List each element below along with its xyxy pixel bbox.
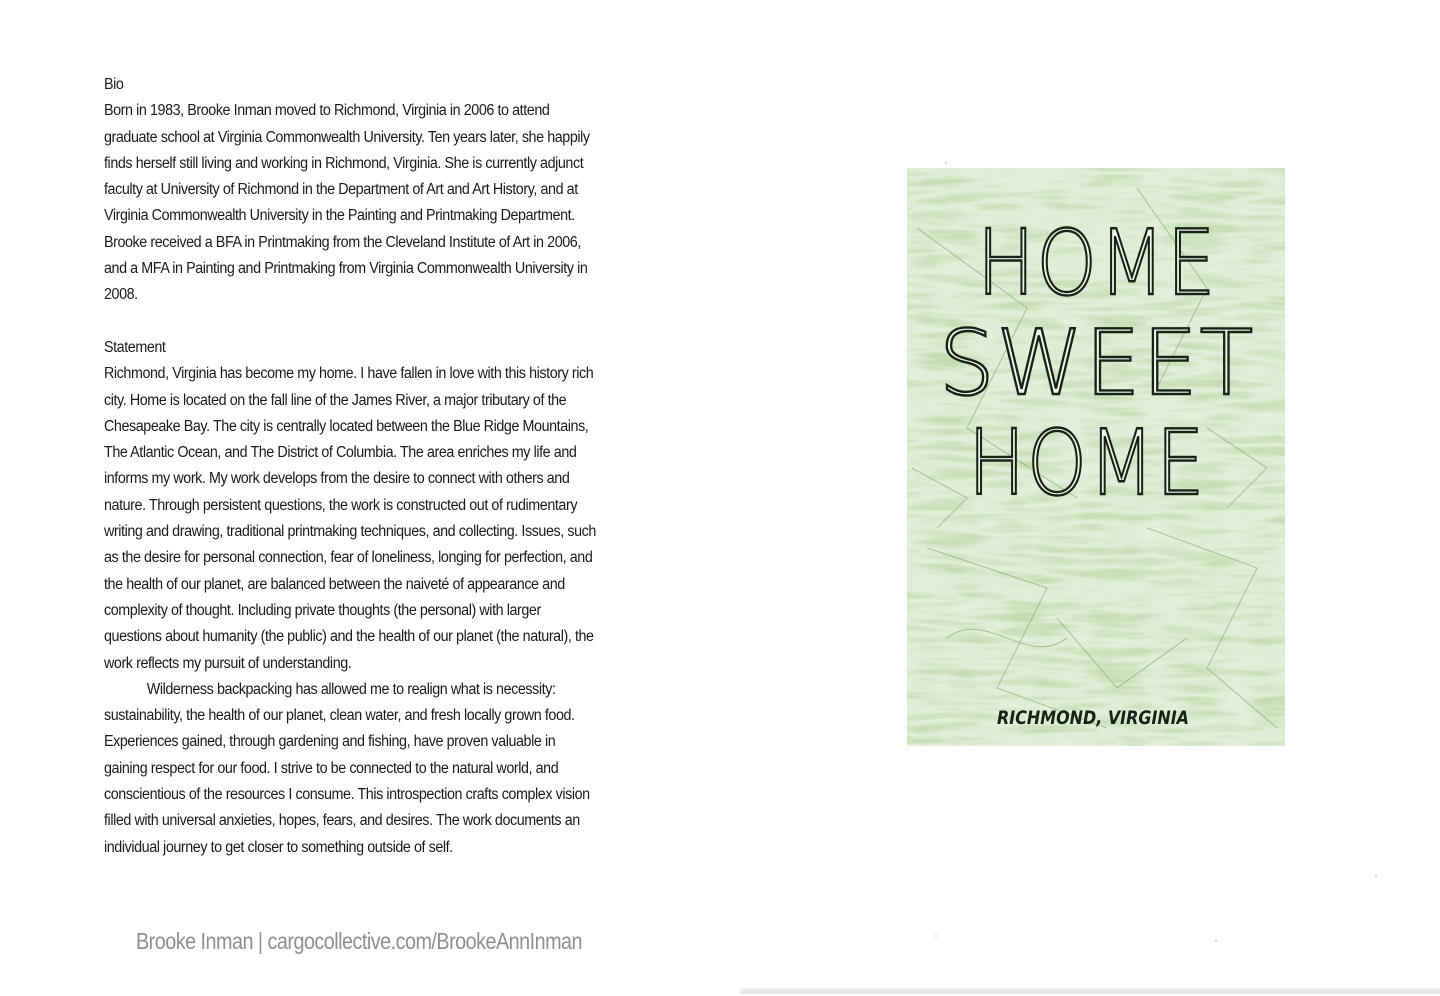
paper-speck — [945, 162, 947, 164]
right-page — [735, 0, 1440, 996]
artwork-caption: RICHMOND, VIRGINIA — [997, 707, 1189, 729]
title-line-sweet: SWEET — [939, 311, 1255, 416]
artwork-print — [907, 168, 1285, 746]
statement-heading: Statement — [104, 338, 166, 356]
paper-speck — [1375, 875, 1377, 877]
text-column — [104, 72, 597, 861]
section-spacer — [104, 309, 597, 335]
paper-speck — [935, 935, 937, 937]
title-line-home: HOME — [977, 211, 1217, 316]
statement-paragraph-2: Wilderness backpacking has allowed me to realign what is necessity: sustainability, the health of our planet, clean water, and fresh locally grown food. Experiences gained, through gardening and fishing, have proven valuable in gaining respect for our food. I strive to be connected to the natural world, and conscientious of the resources I consume. This introspection crafts complex vision filled with universal anxieties, hopes, fears, and desires. The work documents an individual journey to get closer to something outside of self. — [104, 680, 590, 856]
statement-paragraph-1: Richmond, Virginia has become my home. I have fallen in love with this history rich city. Home is located on the fall line of the James River, a major tributary of the Chesapeake Bay. The city is centrally located between the Blue Ridge Mountains, The Atlantic Ocean, and The District of Columbia. The area enriches my life and informs my work. My work develops from the desire to connect with others and nature. Through persistent questions, the work is constructed out of rudimentary writing and drawing, traditional printmaking techniques, and collecting. Issues, such as the desire for personal connection, fear of loneliness, longing for perfection, and the health of our planet, are balanced between the naiveté of appearance and complexity of thought. Including private thoughts (the personal) with larger questions about humanity (the public) and the health of our planet (the natural), the work reflects my pursuit of understanding. — [104, 365, 596, 672]
bio-paragraph: Born in 1983, Brooke Inman moved to Richmond, Virginia in 2006 to attend graduate school at Virginia Commonwealth University. Ten years later, she happily finds herself still living and working in Richmond, Virginia. She is currently adjunct faculty at University of Richmond in the Department of Art and Art History, and at Virginia Commonwealth University in the Painting and Printmaking Department. Brooke received a BFA in Printmaking from the Cleveland Institute of Art in 2006, and a MFA in Painting and Printmaking from Virginia Commonwealth University in 2008. — [104, 102, 590, 304]
paper-speck — [1215, 940, 1217, 942]
title-line-home-2: HOME — [968, 411, 1206, 516]
artwork-svg — [907, 168, 1285, 746]
bio-heading: Bio — [104, 76, 124, 93]
page-edge — [740, 988, 1440, 994]
footer-credit: Brooke Inman | cargocollective.com/BrookeAnnInman — [136, 928, 583, 954]
